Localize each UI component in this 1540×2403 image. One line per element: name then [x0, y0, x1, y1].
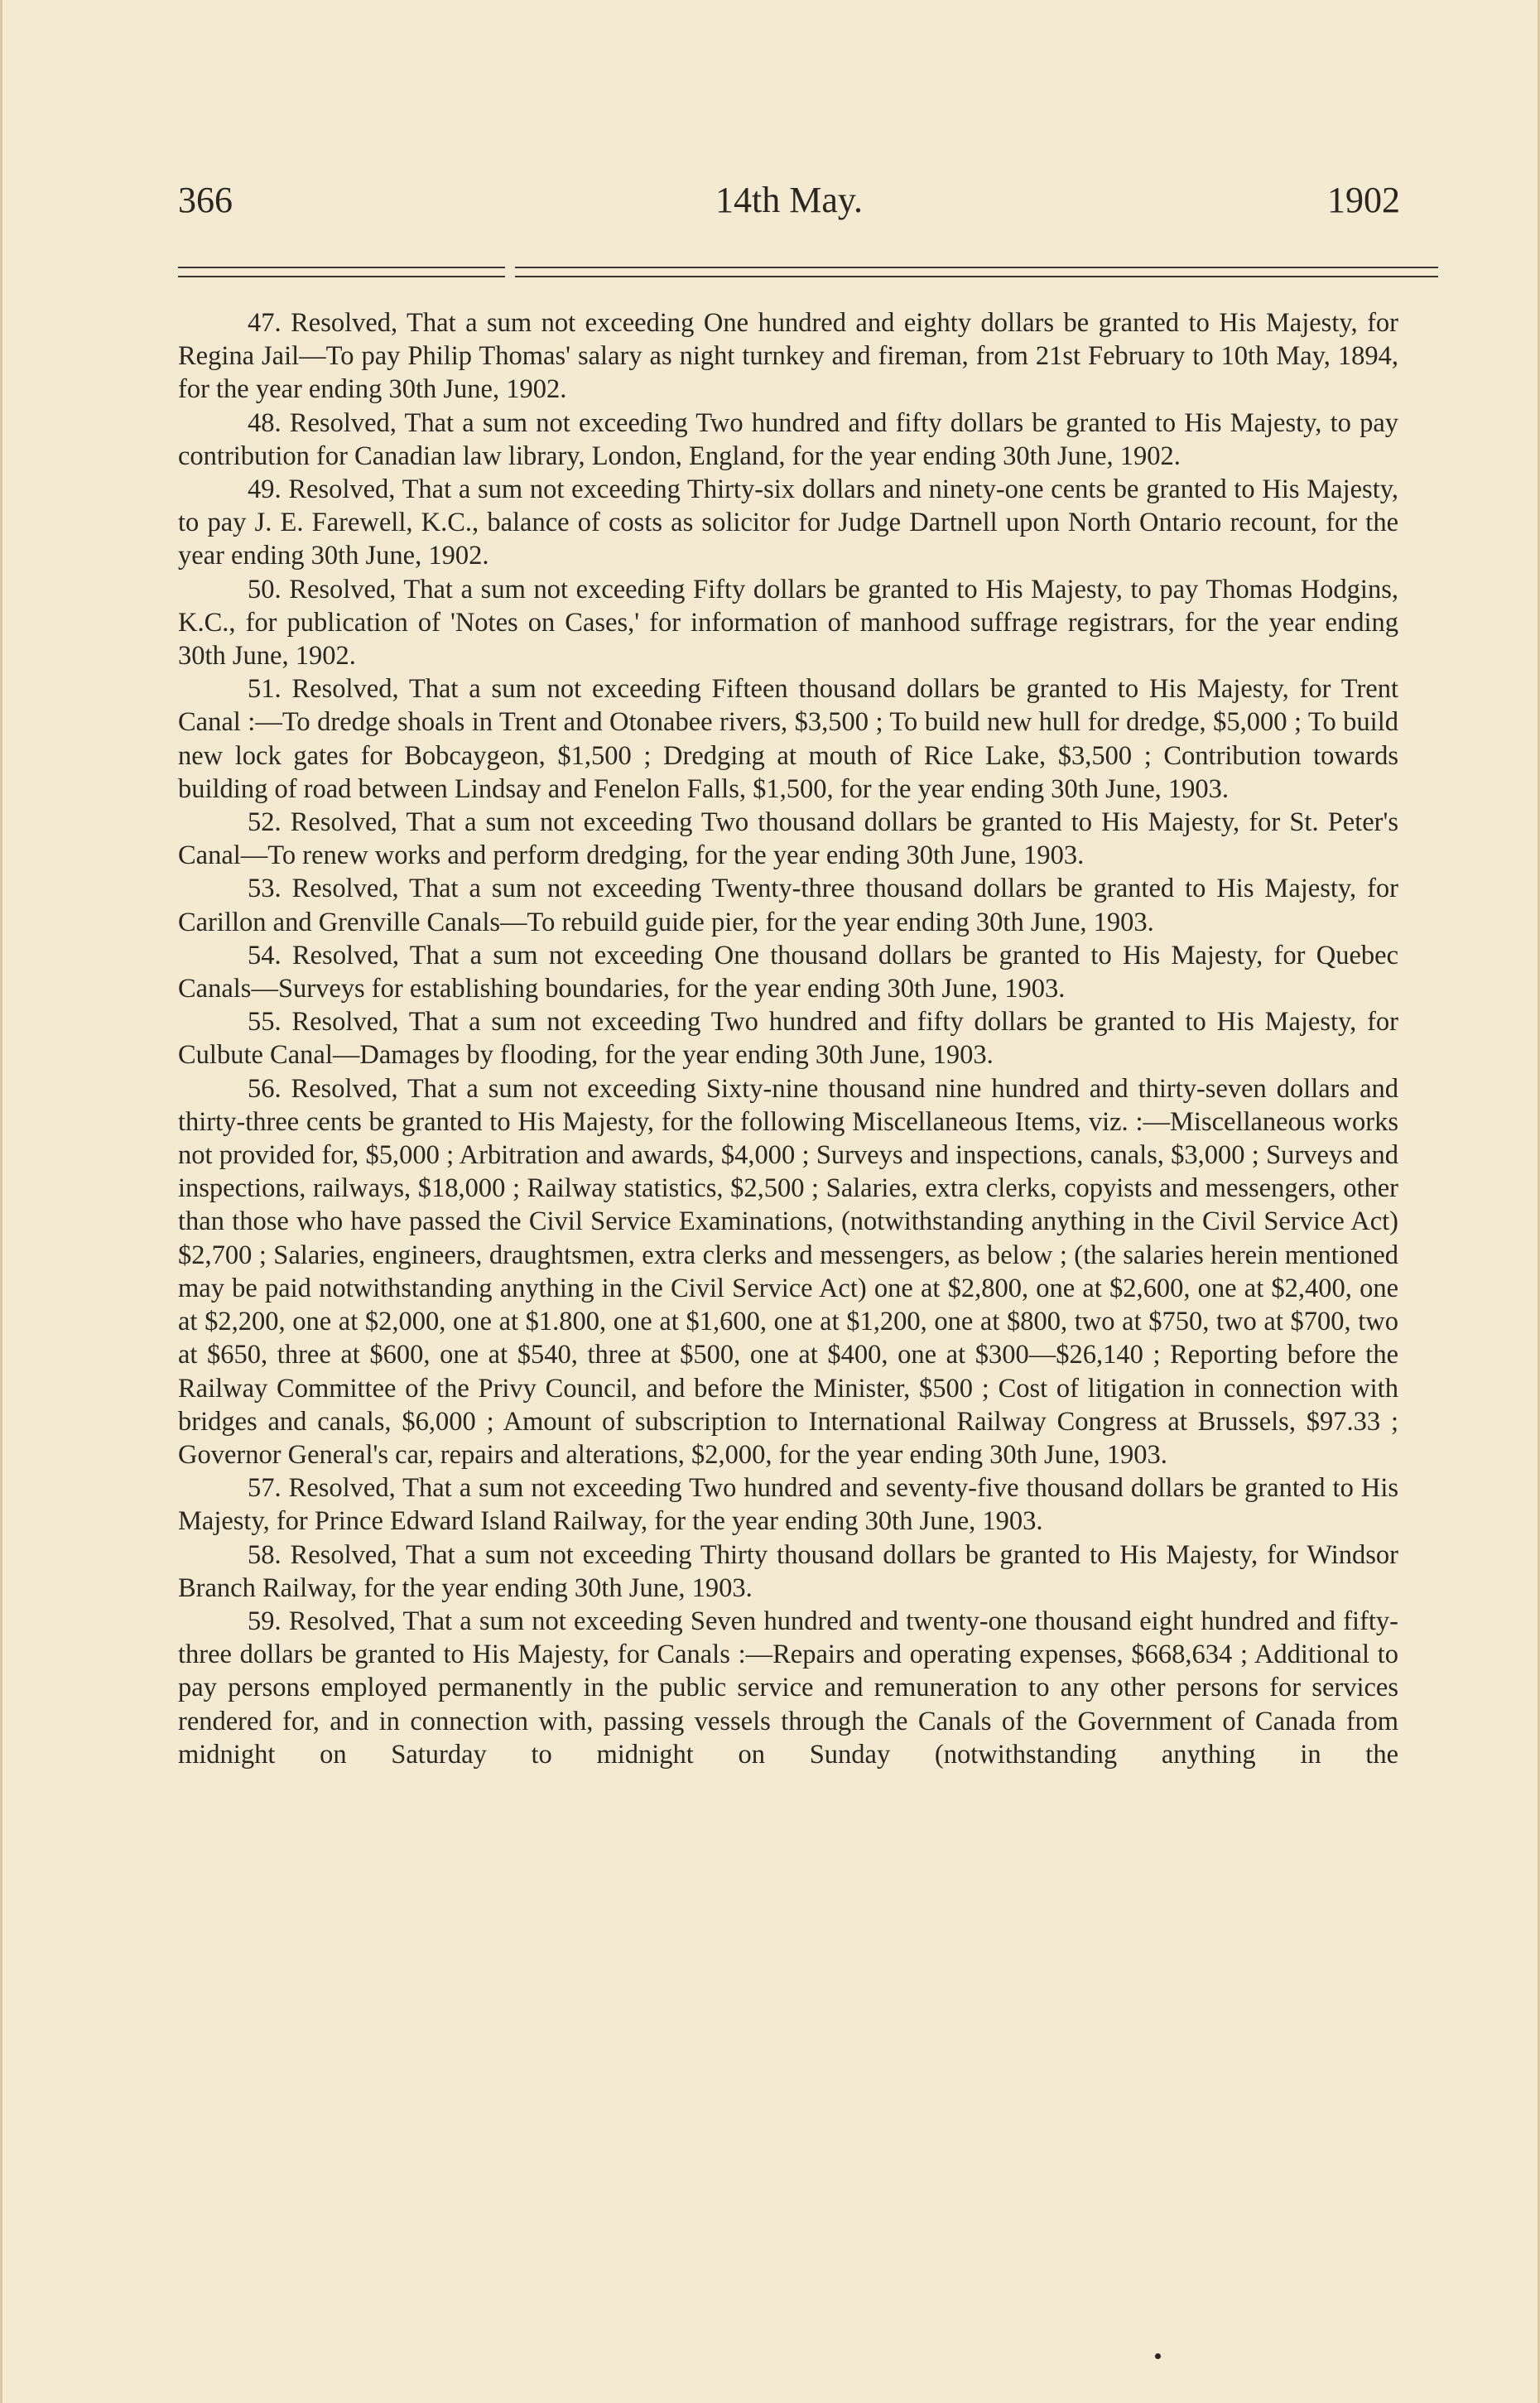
page-number: 366 — [178, 180, 233, 220]
resolution-47: 47. Resolved, That a sum not exceeding One hundred and eighty dollars be granted to His Majesty, for Regina Jail—To pay Philip Thomas' salary as night turnkey and fireman, from 21st February to 10th May, 1894, for the year ending 30th June, 1902. — [178, 308, 1398, 405]
resolutions-body — [178, 306, 1398, 1771]
resolution-52: 52. Resolved, That a sum not exceeding Two thousand dollars be granted to His Majesty, for St. Peter's Canal—To renew works and perform dredging, for the year ending 30th June, 1903. — [178, 807, 1398, 871]
resolution-51: 51. Resolved, That a sum not exceeding Fifteen thousand dollars be granted to His Majesty, for Trent Canal :—To dredge shoals in Trent and Otonabee rivers, $3,500 ; To build new hull for dredge, $5,000 ; To build new lock gates for Bobcaygeon, $1,500 ; Dredging at mouth of Rice Lake, $3,500 ; Contribution towards building of road between Lindsay and Fenelon Falls, $1,500, for the year ending 30th June, 1903. — [178, 674, 1398, 804]
resolution-55: 55. Resolved, That a sum not exceeding Two hundred and fifty dollars be granted to His Majesty, for Culbute Canal—Damages by flooding, for the year ending 30th June, 1903. — [178, 1007, 1398, 1071]
resolution-56: 56. Resolved, That a sum not exceeding Sixty-nine thousand nine hundred and thirty-seven dollars and thirty-three cents be granted to His Majesty, for the following Miscellaneous Items, viz. :—Miscellaneous works not provided for, $5,000 ; Arbitration and awards, $4,000 ; Surveys and inspections, canals, $3,000 ; Surveys and inspections, railways, $18,000 ; Railway statistics, $2,500 ; Salaries, extra clerks, copyists and messengers, other than those who have passed the Civil Service Examinations, (notwithstanding anything in the Civil Service Act) $2,700 ; Salaries, engineers, draughtsmen, extra clerks and messengers, as below ; (the salaries herein mentioned may be paid notwithstanding anything in the Civil Service Act) one at $2,800, one at $2,600, one at $2,400, one at $2,200, one at $2,000, one at $1.800, one at $1,600, one at $1,200, one at $800, two at $750, two at $700, two at $650, three at $600, one at $540, three at $500, one at $400, one at $300—$26,140 ; Reporting before the Railway Committee of the Privy Council, and before the Minister, $500 ; Cost of litigation in connection with bridges and canals, $6,000 ; Amount of subscription to International Railway Congress at Brussels, $97.33 ; Governor General's car, repairs and alterations, $2,000, for the year ending 30th June, 1903. — [178, 1073, 1398, 1470]
page-date: 14th May. — [715, 180, 864, 220]
page-year: 1902 — [1327, 180, 1400, 220]
header-double-rule — [178, 265, 1438, 280]
resolution-57: 57. Resolved, That a sum not exceeding Two hundred and seventy-five thousand dollars be granted to His Majesty, for Prince Edward Island Railway, for the year ending 30th June, 1903. — [178, 1473, 1398, 1537]
resolution-49: 49. Resolved, That a sum not exceeding Thirty-six dollars and ninety-one cents be granted to His Majesty, to pay J. E. Farewell, K.C., balance of costs as solicitor for Judge Dartnell upon North Ontario recount, for the year ending 30th June, 1902. — [178, 474, 1398, 571]
rule-break — [505, 265, 515, 280]
resolution-58: 58. Resolved, That a sum not exceeding Thirty thousand dollars be granted to His Majesty, for Windsor Branch Railway, for the year ending 30th June, 1903. — [178, 1539, 1398, 1603]
resolution-59: 59. Resolved, That a sum not exceeding Seven hundred and twenty-one thousand eight hundred and fifty-three dollars be granted to His Majesty, for Canals :—Repairs and operating expenses, $668,634 ; Additional to pay persons employed permanently in the public service and remuneration to any other persons for services rendered for, and in connection with, passing vessels through the Canals of the Government of Canada from midnight on Saturday to midnight on Sunday (notwithstanding anything in the — [178, 1606, 1398, 1770]
rule-line-bottom — [178, 276, 1438, 277]
rule-line-top — [178, 267, 1438, 268]
running-header — [178, 176, 1400, 225]
resolution-48: 48. Resolved, That a sum not exceeding Two hundred and fifty dollars be granted to His Majesty, to pay contribution for Canadian law library, London, England, for the year ending 30th June, 1902. — [178, 407, 1398, 471]
ink-speck — [1155, 2353, 1161, 2359]
resolution-54: 54. Resolved, That a sum not exceeding One thousand dollars be granted to His Majesty, for Quebec Canals—Surveys for establishing boundaries, for the year ending 30th June, 1903. — [178, 940, 1398, 1004]
resolution-53: 53. Resolved, That a sum not exceeding Twenty-three thousand dollars be granted to His Majesty, for Carillon and Grenville Canals—To rebuild guide pier, for the year ending 30th June, 1903. — [178, 874, 1398, 937]
resolution-50: 50. Resolved, That a sum not exceeding Fifty dollars be granted to His Majesty, to pay Thomas Hodgins, K.C., for publication of 'Notes on Cases,' for information of manhood suffrage registrars, for the year ending 30th June, 1902. — [178, 574, 1398, 672]
